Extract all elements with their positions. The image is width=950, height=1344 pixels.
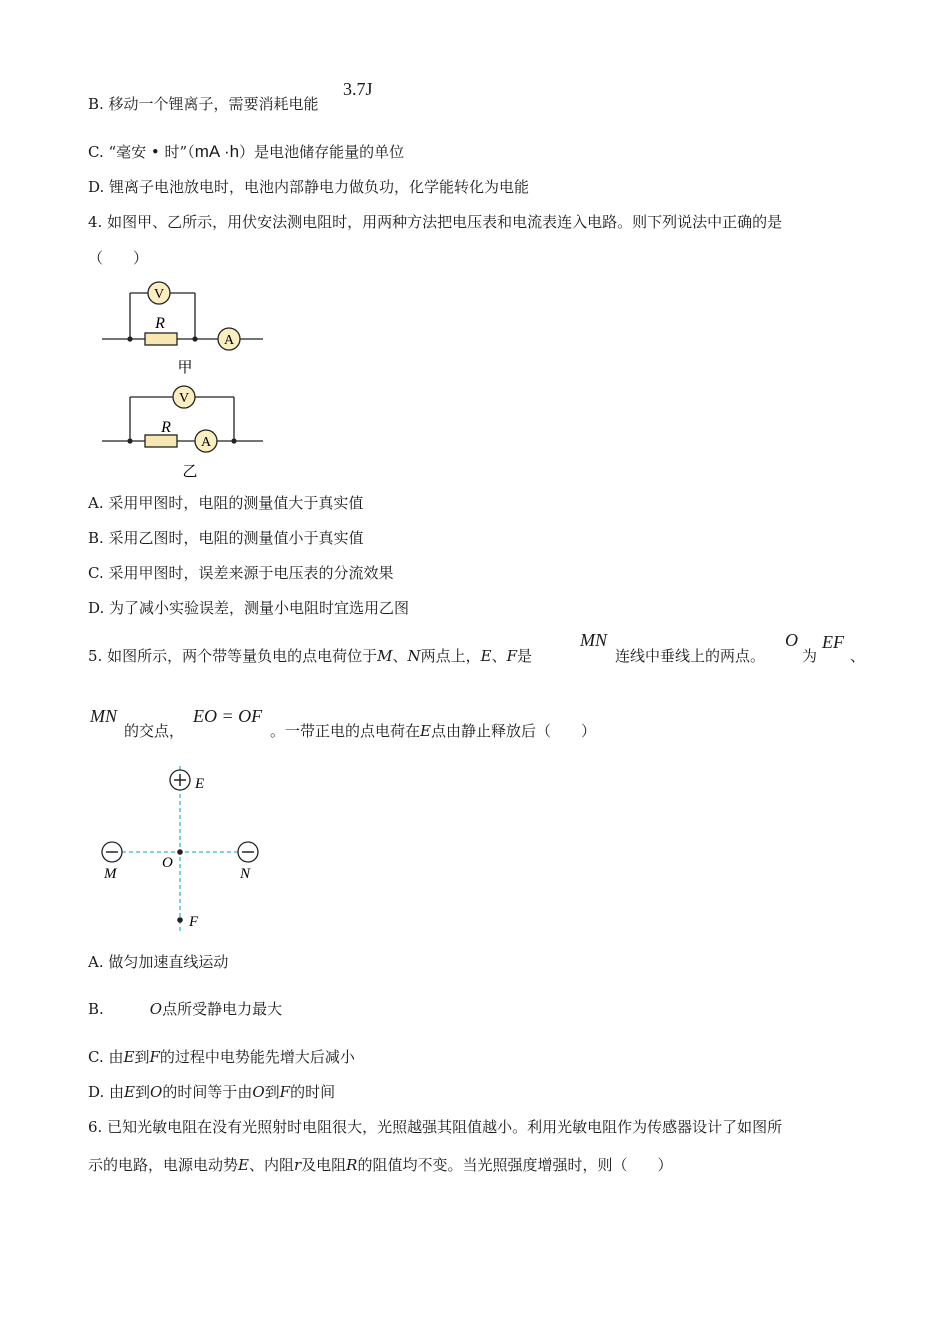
q3-option-c-unit: mA ·h bbox=[194, 142, 240, 161]
q5-stem-b: 两点上， bbox=[420, 647, 481, 665]
q6-l2b: 、内阻 bbox=[248, 1156, 294, 1174]
q5-d-c: 的时间等于由 bbox=[162, 1083, 253, 1101]
q3-option-b bbox=[88, 94, 319, 114]
q5-f: F bbox=[506, 647, 517, 665]
q5-equation: EO = OF bbox=[193, 706, 263, 726]
q4-option-a: A. 采用甲图时，电阻的测量值大于真实值 bbox=[88, 494, 364, 512]
q4-yi-r-label: R bbox=[161, 419, 171, 436]
q5-stem-line2 bbox=[270, 721, 596, 741]
q5-stem-c: 是 bbox=[517, 647, 533, 665]
q4-jia-a-label: A bbox=[223, 333, 235, 348]
q3-option-d: D. 锂离子电池放电时，电池内部静电力做负功，化学能转化为电能 bbox=[88, 178, 530, 196]
q5-d-f: F bbox=[279, 1083, 291, 1101]
q5-c-a: C. 由 bbox=[88, 1048, 124, 1066]
q6-rr: R bbox=[346, 1156, 358, 1174]
q6-line2 bbox=[88, 1155, 672, 1175]
q6-l2c: 及电阻 bbox=[301, 1156, 347, 1174]
point-o bbox=[177, 849, 183, 855]
q5-option-b-text: 点所受静电力最大 bbox=[162, 1000, 283, 1018]
q5-option-b-o: O bbox=[149, 1000, 163, 1018]
q5-stem-a: 5. 如图所示，两个带等量负电的点电荷位于 bbox=[88, 647, 378, 665]
q3-option-c bbox=[88, 142, 404, 162]
q5-figure bbox=[98, 762, 273, 937]
q4-yi-caption: 乙 bbox=[182, 464, 198, 480]
q5-e: E bbox=[480, 647, 492, 665]
q5-c-c: 的过程中电势能先增大后减小 bbox=[159, 1048, 355, 1066]
q5-fig-m-label: M bbox=[104, 866, 117, 882]
q5-fig-f-label: F bbox=[189, 914, 199, 930]
q5-option-b-label: B. bbox=[88, 1000, 104, 1018]
q5-sep2: 、 bbox=[491, 647, 507, 665]
q4-figure-jia bbox=[98, 278, 273, 378]
q4-yi-v-label: V bbox=[178, 391, 190, 406]
q5-o-math: O bbox=[785, 630, 798, 650]
q4-jia-r-label: R bbox=[155, 315, 165, 332]
q3-option-b-text: B. 移动一个锂离子，需要消耗电能 bbox=[88, 95, 319, 113]
q4-yi-a-label: A bbox=[200, 435, 212, 450]
q5-d-a: D. 由 bbox=[88, 1083, 125, 1101]
q5-stem-f: 点由静止释放后（ ） bbox=[430, 722, 596, 740]
q5-stem-line1 bbox=[88, 646, 532, 666]
q5-e2: E bbox=[420, 722, 431, 740]
q5-stem-e: 。一带正电的点电荷在 bbox=[270, 722, 421, 740]
q5-jiaodian: 的交点， bbox=[124, 722, 185, 740]
q6-r: r bbox=[293, 1156, 302, 1174]
q4-figure-yi bbox=[98, 382, 273, 482]
q5-mn-math: MN bbox=[580, 630, 607, 650]
q5-option-c bbox=[88, 1047, 355, 1067]
q5-stem-d: 连线中垂线上的两点。 bbox=[615, 647, 766, 665]
q5-d-o: O bbox=[150, 1083, 163, 1101]
q5-d-d: 到 bbox=[264, 1083, 280, 1101]
q5-fig-n-label: N bbox=[240, 866, 251, 882]
q5-d-b: 到 bbox=[134, 1083, 150, 1101]
q3-option-c-prefix: C. “毫安 • 时”（ bbox=[88, 143, 195, 161]
q5-d-o2: O bbox=[252, 1083, 265, 1101]
q5-d-e: E bbox=[124, 1083, 135, 1101]
q5-fig-e-label: E bbox=[195, 776, 205, 792]
q5-wei: 为 bbox=[802, 647, 818, 665]
q4-jia-caption: 甲 bbox=[177, 360, 193, 376]
q5-c-f: F bbox=[149, 1048, 160, 1066]
q5-option-b bbox=[88, 999, 282, 1019]
q5-option-d bbox=[88, 1082, 335, 1102]
q4-option-d: D. 为了减小实验误差，测量小电阻时宜选用乙图 bbox=[88, 599, 410, 617]
q5-option-a: A. 做匀加速直线运动 bbox=[88, 953, 229, 971]
q6-l2d: 的阻值均不变。当光照强度增强时，则（ ） bbox=[357, 1156, 673, 1174]
q4-jia-v-label: V bbox=[153, 287, 165, 302]
q5-d-e2: 的时间 bbox=[290, 1083, 336, 1101]
q5-c-b: 到 bbox=[134, 1048, 150, 1066]
q4-option-b: B. 采用乙图时，电阻的测量值小于真实值 bbox=[88, 529, 364, 547]
point-f bbox=[177, 917, 183, 923]
q6-line1: 6. 已知光敏电阻在没有光照射时电阻很大，光照越强其阻值越小。利用光敏电阻作为传感器设计了如图所 bbox=[88, 1118, 783, 1136]
q6-l2a: 示的电路，电源电动势 bbox=[88, 1156, 239, 1174]
q3-option-b-value: 3.7J bbox=[343, 79, 373, 99]
q5-sep1: 、 bbox=[392, 647, 408, 665]
q3-option-c-suffix: ）是电池储存能量的单位 bbox=[239, 143, 405, 161]
q4-option-c: C. 采用甲图时，误差来源于电压表的分流效果 bbox=[88, 564, 394, 582]
q5-fig-o-label: O bbox=[162, 855, 173, 871]
q4-blank: （ ） bbox=[88, 249, 149, 267]
q5-mn2-math: MN bbox=[90, 706, 117, 726]
q6-e: E bbox=[238, 1156, 249, 1174]
q4-stem: 4. 如图甲、乙所示，用伏安法测电阻时，用两种方法把电压表和电流表连入电路。则下列说法中正确的是 bbox=[88, 213, 783, 231]
q5-dun: 、 bbox=[850, 647, 866, 665]
q5-m: M bbox=[377, 647, 393, 665]
q5-c-e: E bbox=[123, 1048, 135, 1066]
q5-n: N bbox=[407, 647, 421, 665]
q5-ef-math: EF bbox=[822, 632, 844, 652]
